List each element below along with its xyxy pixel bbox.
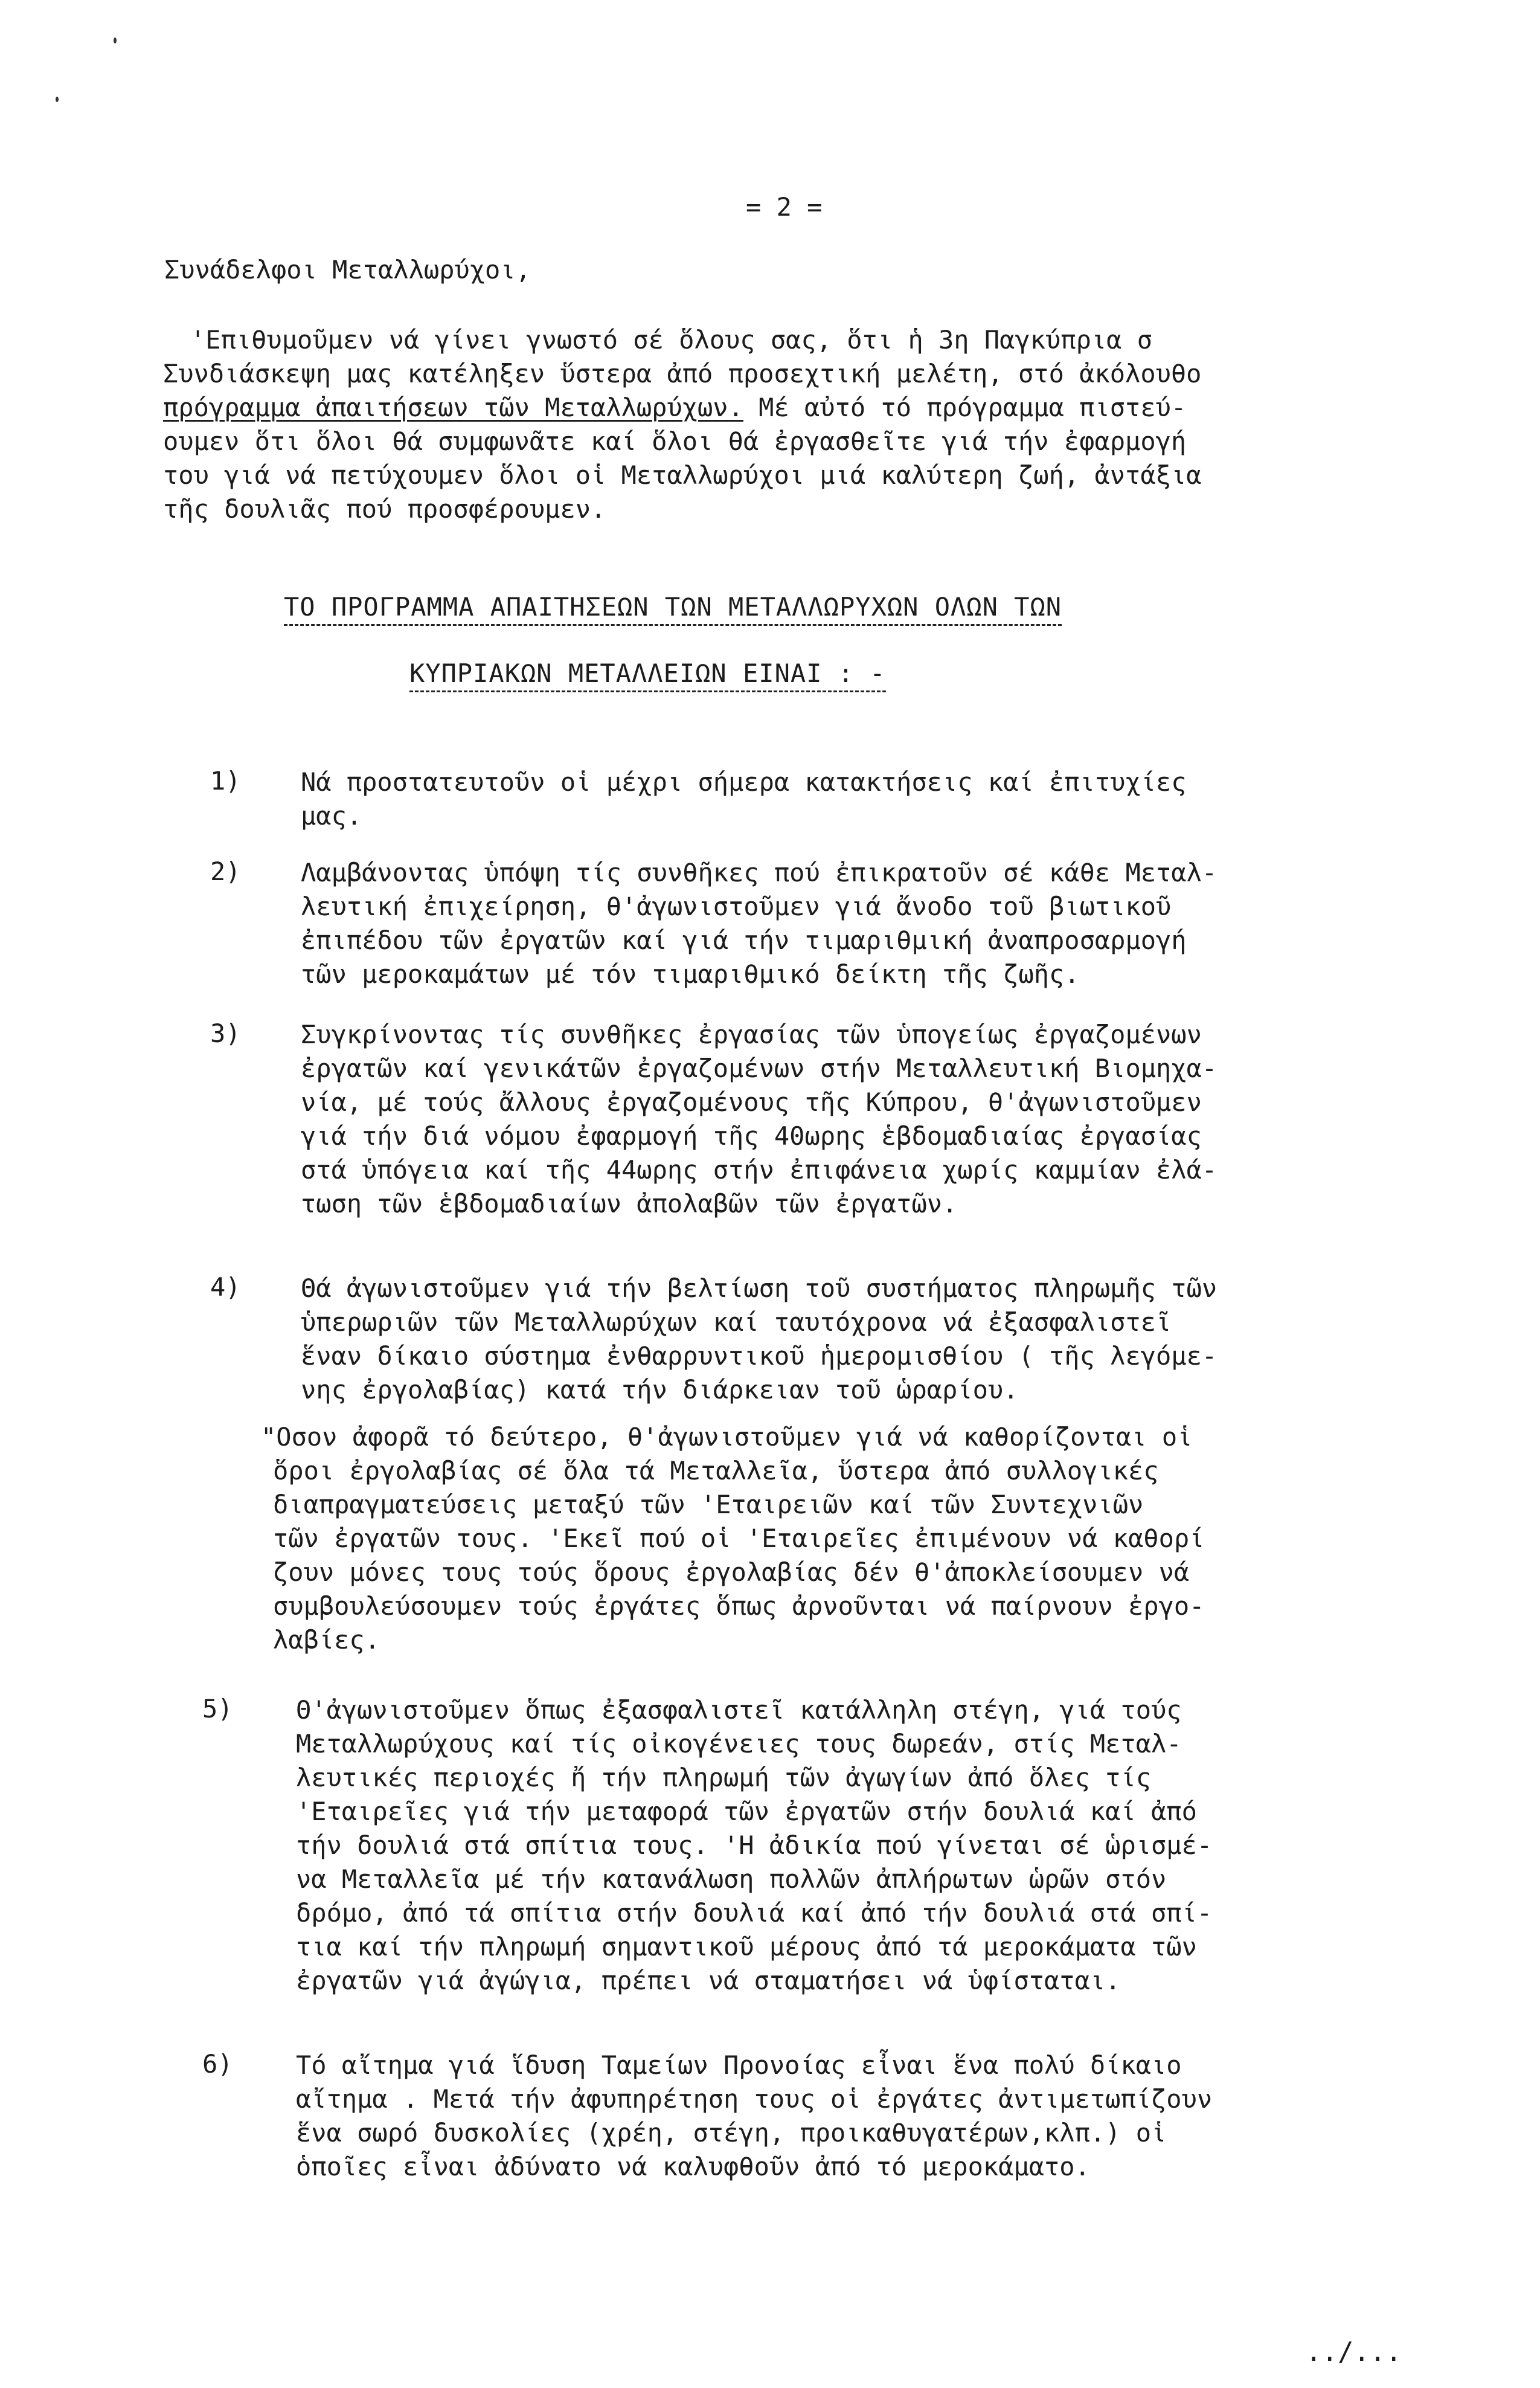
item-line: τῶν μεροκαμάτων μέ τόν τιμαριθμικό δείκτη τῆς ζωῆς. <box>301 959 1080 989</box>
item-line: μας. <box>301 801 362 831</box>
item-number: 5) <box>202 1694 233 1723</box>
item-line: Μεταλλωρύχους καί τίς οἰκογένειες τους δωρεάν, στίς Μεταλ- <box>296 1729 1182 1759</box>
continuation-marker: ../... <box>1306 2337 1402 2367</box>
item-line: δρόμο, ἀπό τά σπίτια στήν δουλιά καί ἀπό τήν δουλιά στά σπί- <box>296 1898 1213 1928</box>
program-heading-line2: ΚΥΠΡΙΑΚΩΝ ΜΕΤΑΛΛΕΙΩΝ ΕΙΝΑΙ : - <box>409 658 886 692</box>
item-line: Τό αἴτημα γιά ἵδυση Ταμείων Προνοίας εἶναι ἕνα πολύ δίκαιο <box>296 2050 1182 2080</box>
item-line: γιά τήν διά νόμου ἐφαρμογή τῆς 40ωρης ἑβδομαδιαίας ἐργασίας <box>301 1121 1202 1151</box>
item-line: ἕνα σωρό δυσκολίες (χρέη, στέγη, προικαθυγατέρων,κλπ.) οἱ <box>296 2118 1167 2148</box>
intro-line: 'Επιθυμοῦμεν νά γίνει γνωστό σέ ὅλους σας, ὅτι ἡ 3η Παγκύπρια σ <box>190 325 1153 355</box>
intro-line: τῆς δουλιᾶς πού προσφέρουμεν. <box>163 494 606 524</box>
item-line: λαβίες. <box>273 1625 380 1655</box>
item-line: ὅροι ἐργολαβίας σέ ὅλα τά Μεταλλεῖα, ὕστερα ἀπό συλλογικές <box>273 1456 1159 1485</box>
item-line: τῶν ἐργατῶν τους. 'Εκεῖ πού οἱ 'Εταιρεῖες ἐπιμένουν νά καθορί <box>273 1524 1205 1553</box>
item-line: 'Εταιρεῖες γιά τήν μεταφορά τῶν ἐργατῶν στήν δουλιά καί ἀπό <box>296 1797 1197 1826</box>
item-line: αἴτημα . Μετά τήν ἀφυπηρέτηση τους οἱ ἐργάτες ἀντιμετωπίζουν <box>296 2084 1213 2114</box>
item-line: ἐργατῶν καί γενικάτῶν ἐργαζομένων στήν Μεταλλευτική Βιομηχα- <box>301 1054 1218 1083</box>
intro-line: ουμεν ὅτι ὅλοι θά συμφωνᾶτε καί ὅλοι θά ἐργασθεῖτε γιά τήν ἐφαρμογή <box>163 426 1187 456</box>
program-underlined-phrase: πρόγραμμα ἀπαιτήσεων τῶν Μεταλλωρύχων. <box>163 393 743 422</box>
item-line: ζουν μόνες τους τούς ὅρους ἐργολαβίας δέν θ'ἀποκλείσουμεν νά <box>273 1557 1190 1587</box>
item-line: ἐπιπέδου τῶν ἐργατῶν καί γιά τήν τιμαριθμική ἀναπροσαρμογή <box>301 925 1187 955</box>
item-line: Συγκρίνοντας τίς συνθῆκες ἐργασίας τῶν ὑπογείως ἐργαζομένων <box>301 1020 1202 1049</box>
item-line: ὑπερωριῶν τῶν Μεταλλωρύχων καί ταυτόχρονα νά ἐξασφαλιστεῖ <box>301 1307 1172 1337</box>
item-line: νης ἐργολαβίας) κατά τήν διάρκειαν τοῦ ὡραρίου. <box>301 1375 1019 1405</box>
intro-line: Συνδιάσκεψη μας κατέληξεν ὕστερα ἀπό προσεχτική μελέτη, στό ἀκόλουθο <box>163 359 1202 388</box>
item-line: Θ'ἀγωνιστοῦμεν ὅπως ἐξασφαλιστεῖ κατάλληλη στέγη, γιά τούς <box>296 1695 1182 1725</box>
item-line: νία, μέ τούς ἄλλους ἐργαζομένους τῆς Κύπρου, θ'ἀγωνιστοῦμεν <box>301 1087 1202 1117</box>
program-heading-line1: ΤΟ ΠΡΟΓΡΑΜΜΑ ΑΠΑΙΤΗΣΕΩΝ ΤΩΝ ΜΕΤΑΛΛΩΡΥΧΩΝ ΟΛΩΝ ΤΩΝ <box>284 592 1062 626</box>
item-line: διαπραγματεύσεις μεταξύ τῶν 'Εταιρειῶν καί τῶν Συντεχνιῶν <box>273 1490 1144 1519</box>
item-number: 4) <box>210 1272 241 1302</box>
item-number: 3) <box>210 1019 241 1048</box>
item-line: στά ὑπόγεια καί τῆς 44ωρης στήν ἐπιφάνεια χωρίς καμμίαν ἐλά- <box>301 1155 1218 1185</box>
item-number: 6) <box>202 2049 233 2079</box>
scan-speck <box>114 37 117 43</box>
intro-line: του γιά νά πετύχουμεν ὅλοι οἱ Μεταλλωρύχοι μιά καλύτερη ζωή, ἀντάξια <box>163 460 1202 490</box>
item-line: τωση τῶν ἑβδομαδιαίων ἀπολαβῶν τῶν ἐργατῶν. <box>301 1189 958 1218</box>
intro-line-rest: Μέ αὐτό τό πρόγραμμα πιστεύ- <box>743 393 1187 422</box>
item-line: να Μεταλλεῖα μέ τήν κατανάλωση πολλῶν ἀπλήρωτων ὡρῶν στόν <box>296 1864 1167 1894</box>
item-line: Θά ἀγωνιστοῦμεν γιά τήν βελτίωση τοῦ συστήματος πληρωμῆς τῶν <box>301 1273 1218 1303</box>
item-line: λευτική ἐπιχείρηση, θ'ἀγωνιστοῦμεν γιά ἄνοδο τοῦ βιωτικοῦ <box>301 892 1172 921</box>
item-line: συμβουλεύσουμεν τούς ἐργάτες ὅπως ἀρνοῦνται νά παίρνουν ἐργο- <box>273 1591 1205 1621</box>
item-line: τια καί τήν πληρωμή σημαντικοῦ μέρους ἀπό τά μεροκάματα τῶν <box>296 1932 1197 1962</box>
item-number: 2) <box>210 857 241 886</box>
item-line: ὁποῖες εἶναι ἀδύνατο νά καλυφθοῦν ἀπό τό μεροκάματο. <box>296 2152 1090 2181</box>
item-line: λευτικές περιοχές ἤ τήν πληρωμή τῶν ἀγωγίων ἀπό ὅλες τίς <box>296 1763 1152 1792</box>
item-line: Νά προστατευτοῦν οἱ μέχρι σήμερα κατακτήσεις καί ἐπιτυχίες <box>301 767 1187 797</box>
item-line: "Οσον ἀφορᾶ τό δεύτερο, θ'ἀγωνιστοῦμεν γιά νά καθορίζονται οἱ <box>261 1422 1193 1452</box>
scan-speck <box>56 97 59 102</box>
item-line: τήν δουλιά στά σπίτια τους. 'Η ἀδικία πού γίνεται σέ ὡρισμέ- <box>296 1830 1213 1860</box>
item-line: ἐργατῶν γιά ἀγώγια, πρέπει νά σταματήσει νά ὑφίσταται. <box>296 1966 1121 1995</box>
intro-line <box>163 391 1186 424</box>
item-line: ἕναν δίκαιο σύστημα ἐνθαρρυντικοῦ ἡμερομισθίου ( τῆς λεγόμε- <box>301 1341 1218 1371</box>
page-number: = 2 = <box>746 192 823 222</box>
item-number: 1) <box>210 766 241 796</box>
item-line: Λαμβάνοντας ὑπόψη τίς συνθῆκες πού ἐπικρατοῦν σέ κάθε Μεταλ- <box>301 858 1218 887</box>
salutation: Συνάδελφοι Μεταλλωρύχοι, <box>164 255 531 285</box>
